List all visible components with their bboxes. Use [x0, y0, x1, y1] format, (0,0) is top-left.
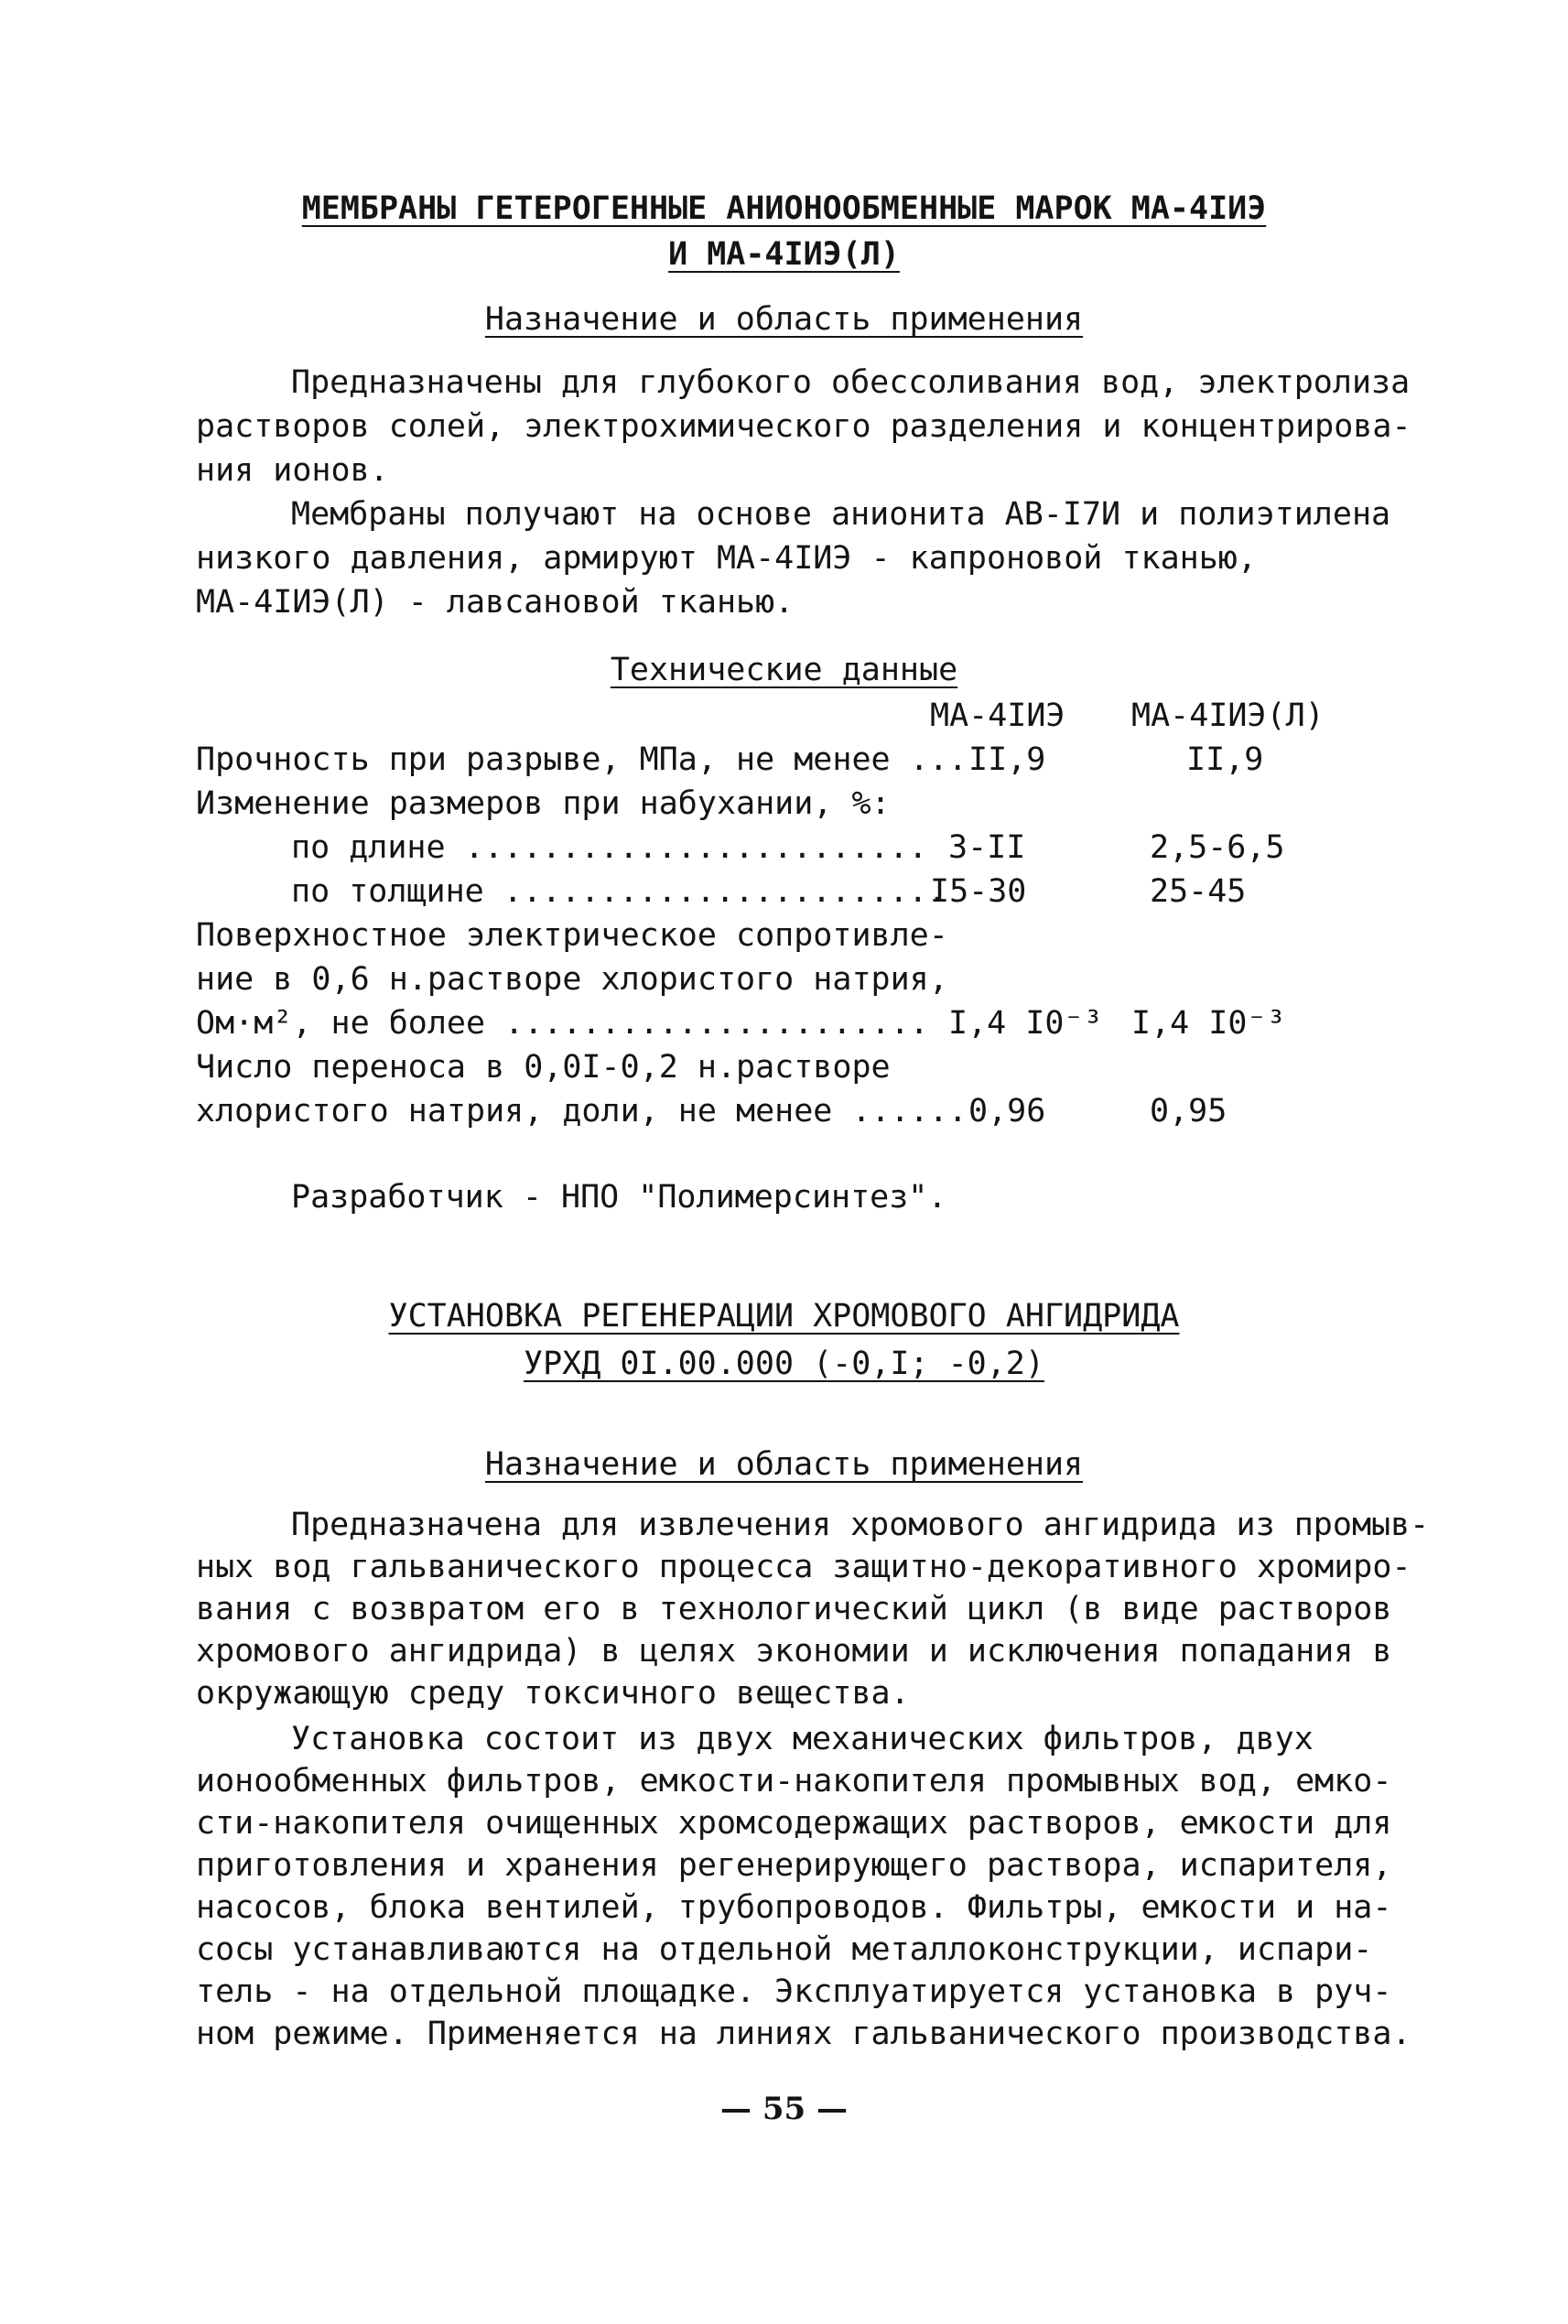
table-row-value-2: 2,5-6,5	[1150, 829, 1285, 866]
section2-purpose-line: ных вод гальванического процесса защитно-декоративного хромиро-	[196, 1549, 1411, 1585]
table-row-label: по длине ........................	[291, 829, 928, 866]
table-row-label: Поверхностное электрическое сопротивле-	[196, 917, 948, 954]
section2-purpose-line: окружающую среду токсичного вещества.	[196, 1675, 910, 1712]
table-row-value-2: 0,95	[1150, 1093, 1227, 1130]
tech-data-heading: Технические данные	[610, 652, 958, 688]
developer-line: Разработчик - НПО "Полимерсинтез".	[291, 1179, 947, 1216]
section1-title-line1: МЕМБРАНЫ ГЕТЕРОГЕННЫЕ АНИОНООБМЕННЫЕ МАРОК МА-4IИЭ	[301, 190, 1267, 227]
table-row-value-2: I,4 I0⁻³	[1131, 1005, 1286, 1042]
section2-composition-line: приготовления и хранения регенерирующего раствора, испарителя,	[196, 1847, 1392, 1884]
section2-composition-line: Установка состоит из двух механических фильтров, двух	[291, 1721, 1314, 1757]
section2-composition-line: тель - на отдельной площадке. Эксплуатируется установка в руч-	[196, 1973, 1392, 2010]
section1-make-line: Мембраны получают на основе анионита АВ-I7И и полиэтилена	[291, 496, 1391, 533]
table-row-label: Прочность при разрыве, МПа, не менее ...	[196, 741, 968, 778]
table-row-value-1: 3-II	[948, 829, 1026, 866]
section1-make-line: МА-4IИЭ(Л) - лавсановой тканью.	[196, 584, 795, 621]
table-row-value-1: I5-30	[930, 873, 1027, 910]
table-row-label: Число переноса в 0,0I-0,2 н.растворе	[196, 1049, 891, 1086]
section2-composition-line: ном режиме. Применяется на линиях гальванического производства.	[196, 2016, 1411, 2052]
section2-composition-line: насосов, блока вентилей, трубопроводов. Фильтры, емкости и на-	[196, 1889, 1392, 1926]
table-row-label: Изменение размеров при набухании, %:	[196, 785, 891, 822]
section2-composition-line: сосы устанавливаются на отдельной металлоконструкции, испари-	[196, 1931, 1373, 1968]
table-row-label: по толщине .......................	[291, 873, 947, 910]
table-row-label: хлористого натрия, доли, не менее ......	[196, 1093, 968, 1130]
section1-purpose-line: ния ионов.	[196, 452, 389, 489]
section1-purpose-line: Предназначены для глубокого обессоливания вод, электролиза	[291, 364, 1411, 401]
section2-title-line1: УСТАНОВКА РЕГЕНЕРАЦИИ ХРОМОВОГО АНГИДРИДА	[388, 1298, 1180, 1335]
table-row-value-1: II,9	[968, 741, 1046, 778]
table-row-value-1: I,4 I0⁻³	[948, 1005, 1103, 1042]
table-row-value-2: II,9	[1186, 741, 1264, 778]
section1-title-line2: И МА-4IИЭ(Л)	[668, 236, 900, 273]
section1-purpose-heading: Назначение и область применения	[484, 301, 1084, 338]
table-row-value-2: 25-45	[1150, 873, 1247, 910]
section2-purpose-line: Предназначена для извлечения хромового ангидрида из промыв-	[291, 1507, 1430, 1543]
section2-purpose-heading: Назначение и область применения	[484, 1446, 1084, 1483]
col1-header: МА-4IИЭ	[930, 697, 1065, 734]
section2-purpose-line: вания с возвратом его в технологический цикл (в виде растворов	[196, 1591, 1392, 1627]
table-row-label: ние в 0,6 н.растворе хлористого натрия,	[196, 961, 948, 998]
section1-purpose-line: растворов солей, электрохимического разделения и концентрирова-	[196, 408, 1411, 445]
col2-header: МА-4IИЭ(Л)	[1131, 697, 1325, 734]
table-row-label: Ом·м², не более ......................	[196, 1005, 929, 1042]
section2-composition-line: сти-накопителя очищенных хромсодержащих растворов, емкости для	[196, 1805, 1392, 1842]
page-number: — 55 —	[720, 2091, 848, 2127]
section2-composition-line: ионообменных фильтров, емкости-накопителя промывных вод, емко-	[196, 1763, 1392, 1800]
section2-purpose-line: хромового ангидрида) в целях экономии и исключения попадания в	[196, 1633, 1392, 1670]
section2-title-line2: УРХД 0I.00.000 (-0,I; -0,2)	[524, 1346, 1044, 1382]
section1-make-line: низкого давления, армируют МА-4IИЭ - капроновой тканью,	[196, 540, 1257, 577]
table-row-value-1: 0,96	[968, 1093, 1046, 1130]
